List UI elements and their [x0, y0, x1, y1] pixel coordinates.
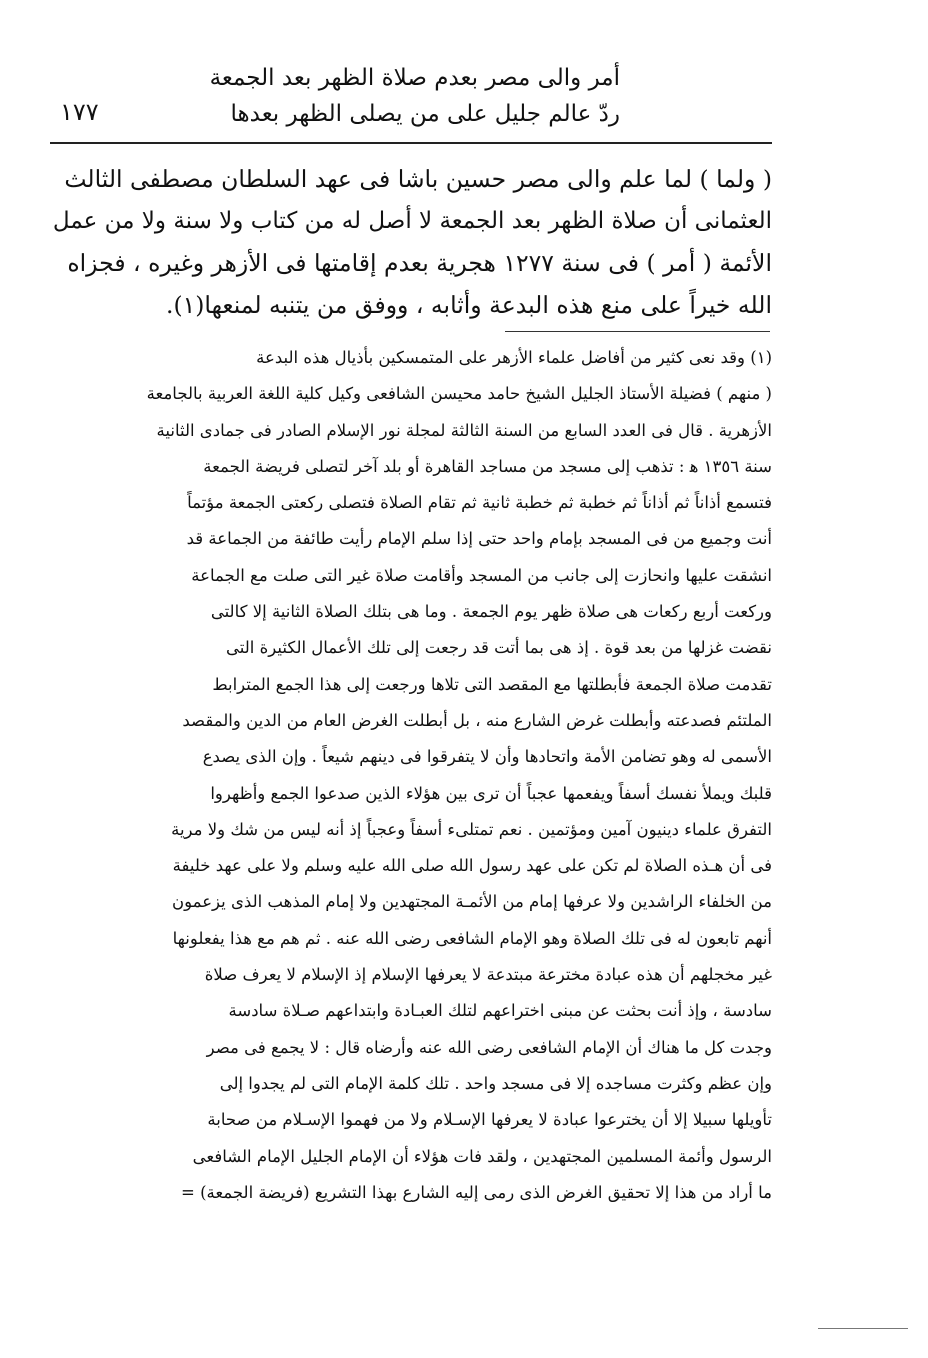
footnote-line: نقضت غزلها من بعد قوة . إذ هى بما أتت قد رجعت إلى تلك الأعمال الكثيرة التى [226, 638, 772, 658]
footnote-line: ( منهم ) فضيلة الأستاذ الجليل الشيخ حامد محيسن الشافعى وكيل كلية اللغة العربية بالجامعة [146, 384, 772, 404]
footnote-line: وجدت كل ما هناك أن الإمام الشافعى رضى الله عنه وأرضاه قال : لا يجمع فى مصر [206, 1037, 772, 1057]
footnote-line: الأسمى له وهو تضامن الأمة واتحادها وأن لا يتفرقوا فى دينهم شيعاً . وإن الذى يصدع [202, 747, 772, 767]
bottom-edge-mark [818, 1328, 908, 1329]
footnote-line: سادسة ، وإذ أنت بحثت عن مبنى اختراعهم لتلك العبـادة وابتداعهم صـلاة سادسة [228, 1001, 772, 1021]
footnote [52, 340, 772, 1211]
footnote-line: انشقت عليها وانحازت إلى جانب من المسجد وأقامت صلاة غير التى صلت مع الجماعة [191, 565, 772, 585]
footnote-line: ما أراد من هذا إلا تحقيق الغرض الذى رمى إليه الشارع بهذا التشريع (فريضة الجمعة) = [181, 1182, 772, 1202]
footnote-line: تقدمت صلاة الجمعة فأبطلتها مع المقصد التى تلاها ورجعت إلى هذا الجمع المترابط [212, 674, 772, 694]
header-title-line-1: أمر والى مصر بعدم صلاة الظهر بعد الجمعة [209, 65, 620, 91]
footnote-divider [505, 331, 770, 332]
footnote-line: أنهم تابعون له فى تلك الصلاة وهو الإمام الشافعى رضى الله عنه . ثم هم مع هذا يفعلونها [172, 928, 772, 948]
footnote-line: الأزهرية . قال فى العدد السابع من السنة الثالثة لمجلة نور الإسلام الصادر فى جمادى الثانية [156, 420, 772, 440]
footnote-line: قلبك ويملأ نفسك أسفاً ويفعمها عجباً أن ترى بين هؤلاء الذين صدعوا الجمع وأظهروا [210, 783, 772, 803]
footnote-line: سنة ١٣٥٦ ﻫ : تذهب إلى مسجد من مساجد القاهرة أو بلد آخر لتصلى فريضة الجمعة [203, 456, 772, 476]
footnote-line: الرسول وأئمة المسلمين المجتهدين ، ولقد فات هؤلاء أن الإمام الجليل الإمام الشافعى [192, 1146, 772, 1166]
page-number: ١٧٧ [60, 98, 99, 126]
footnote-line: (١) وقد نعى كثير من أفاضل علماء الأزهر على المتمسكين بأذيال هذه البدعة [256, 348, 772, 367]
running-header [60, 60, 620, 138]
footnote-line: أنت وجميع من فى المسجد بإمام واحد حتى إذا سلم الإمام رأيت طائفة من الجماعة قد [186, 529, 772, 549]
main-text-line: الله خيراً على منع هذه البدعة وأثابه ، ووفق من يتنبه لمنعها(١). [165, 291, 772, 319]
footnote-line: التفرق علماء دينيون آمين ومؤتمين . نعم تمتلىء أسفاً وعجباً إذ أنه ليس من شك ولا مرية [171, 819, 772, 839]
footnote-line: الملتئم فصدعته وأبطلت غرض الشارع منه ، بل أبطلت الغرض العام من الدين والمقصد [182, 710, 772, 730]
footnote-line: وركعت أربع ركعات هى صلاة ظهر يوم الجمعة . وما هى بتلك الصلاة الثانية إلا كالتى [210, 602, 772, 622]
main-text-line: العثمانى أن صلاة الظهر بعد الجمعة لا أصل له من كتاب ولا سنة ولا من عمل [52, 208, 772, 234]
main-text-line: الأئمة ( أمر ) فى سنة ١٢٧٧ هجرية بعدم إقامتها فى الأزهر وغيره ، فجزاه [67, 249, 772, 277]
header-title-line-2: ردّ عالم جليل على من يصلى الظهر بعدها [230, 101, 620, 127]
footnote-line: غير مخجلهم أن هذه عبادة مخترعة مبتدعة لا يعرفها الإسلام إذ الإسلام لا يعرف صلاة [204, 965, 772, 985]
footnote-line: وإن عظم وكثرت مساجده إلا فى مسجد واحد . تلك كلمة الإمام التى لم يجدوا إلى [219, 1073, 772, 1093]
footnote-line: فى أن هـذه الصلاة لم تكن على عهد رسول الله صلى الله عليه وسلم ولا على عهد خليفة [172, 856, 772, 876]
footnote-line: من الخلفاء الراشدين ولا عرفها إمام من الأئمـة المجتهدين ولا إمام المذهب الذى يزعمون [172, 892, 772, 912]
header-divider [50, 142, 772, 144]
main-text [52, 158, 772, 326]
footnote-line: فتسمع أذاناً ثم أذاناً ثم خطبة ثم خطبة ثانية ثم تقام الصلاة فتصلى ركعتى الجمعة مؤتماً [187, 493, 772, 513]
main-text-line: ( ولما ) لما علم والى مصر حسين باشا فى عهد السلطان مصطفى الثالث [64, 165, 772, 193]
footnote-line: تأويلها سبيلا إلا أن يخترعوا عبادة لا يعرفها الإسـلام ولا من فهموا الإسـلام من صحابة [207, 1110, 772, 1130]
